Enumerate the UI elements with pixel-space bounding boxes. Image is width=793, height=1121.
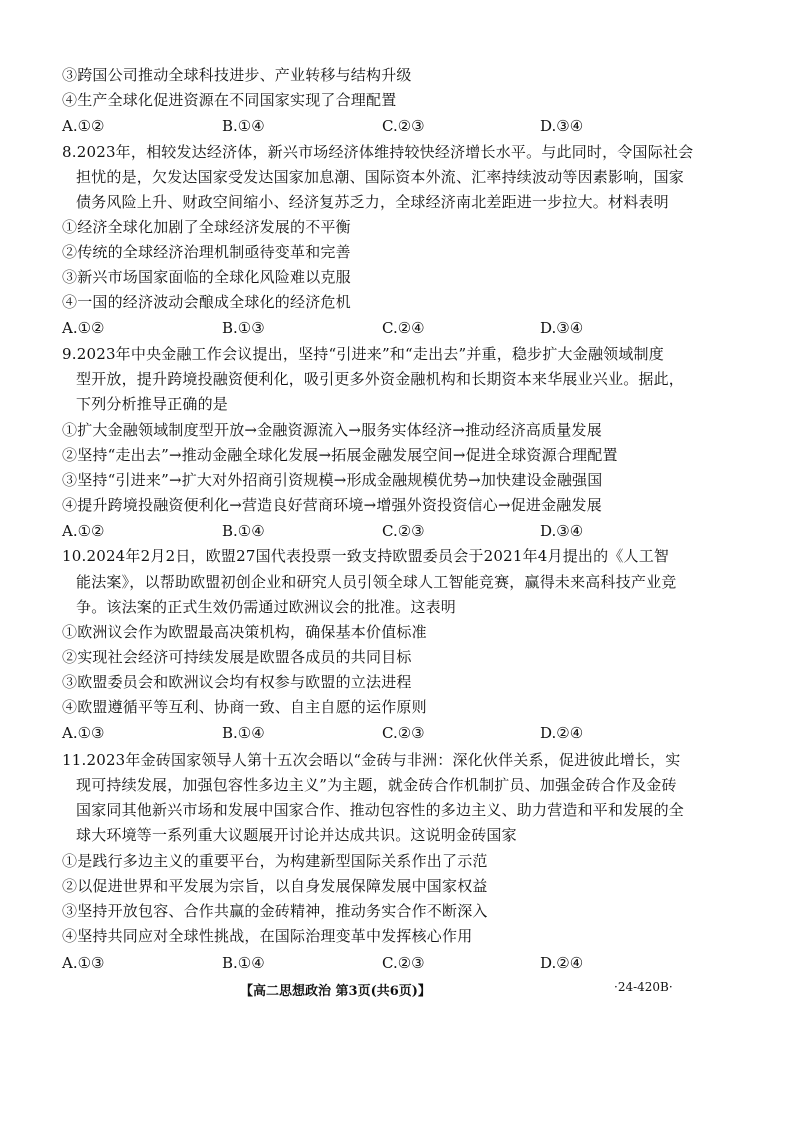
q10-item-1: ①欧洲议会作为欧盟最高决策机构，确保基本价值标准: [62, 623, 427, 641]
q7-option-a: A.①②: [62, 117, 105, 135]
q11-item-1: ①是践行多边主义的重要平台，为构建新型国际关系作出了示范: [62, 852, 488, 870]
q9-item-4: ④提升跨境投融资便利化→营造良好营商环境→增强外资投资信心→促进金融发展: [62, 496, 602, 514]
q10-options: [62, 723, 742, 743]
q8-stem-line-1: 8.2023年，相较发达经济体，新兴市场经济体维持较快经济增长水平。与此同时，令国际社会: [62, 143, 694, 161]
page-footer: [0, 980, 793, 1000]
q8-item-1: ①经济全球化加剧了全球经济发展的不平衡: [62, 218, 351, 236]
q8-option-c: C.②④: [382, 319, 425, 337]
footer-title: 【高二思想政治 第3页(共6页)】: [240, 984, 431, 999]
q7-option-c: C.②③: [382, 117, 425, 135]
q10-item-2: ②实现社会经济可持续发展是欧盟各成员的共同目标: [62, 648, 412, 666]
q11-item-4: ④坚持共同应对全球性挑战，在国际治理变革中发挥核心作用: [62, 927, 473, 945]
q9-item-1: ①扩大金融领域制度型开放→金融资源流入→服务实体经济→推动经济高质量发展: [62, 421, 602, 439]
q10-option-c: C.②③: [382, 724, 425, 742]
q8-option-a: A.①②: [62, 319, 105, 337]
q9-stem-line-1: 9.2023年中央金融工作会议提出，坚持“引进来”和“走出去”并重，稳步扩大金融领域制度: [62, 345, 664, 363]
q9-option-b: B.①④: [222, 522, 265, 540]
q8-item-3: ③新兴市场国家面临的全球化风险难以克服: [62, 268, 351, 286]
q10-option-a: A.①③: [62, 724, 105, 742]
q9-stem-line-2: 型开放，提升跨境投融资便利化，吸引更多外资金融机构和长期资本来华展业兴业。据此，: [76, 370, 685, 388]
q8-option-b: B.①③: [222, 319, 265, 337]
q7-item-4: ④生产全球化促进资源在不同国家实现了合理配置: [62, 91, 397, 109]
q11-item-2: ②以促进世界和平发展为宗旨，以自身发展保障发展中国家权益: [62, 877, 488, 895]
q8-item-2: ②传统的全球经济治理机制亟待变革和完善: [62, 243, 351, 261]
q7-option-d: D.③④: [540, 117, 584, 135]
q9-item-3: ③坚持“引进来”→扩大对外招商引资规模→形成金融规模优势→加快建设金融强国: [62, 471, 603, 489]
q7-item-3: ③跨国公司推动全球科技进步、产业转移与结构升级: [62, 66, 412, 84]
q7-options: [62, 116, 742, 136]
q10-option-d: D.②④: [540, 724, 584, 742]
q11-stem-line-2: 现可持续发展，加强包容性多边主义”为主题，就金砖合作机制扩员、加强金砖合作及金砖: [76, 776, 677, 794]
q9-item-2: ②坚持“走出去”→推动金融全球化发展→拓展金融发展空间→促进全球资源合理配置: [62, 446, 618, 464]
q9-stem-line-3: 下列分析推导正确的是: [76, 395, 229, 413]
q10-item-4: ④欧盟遵循平等互利、协商一致、自主自愿的运作原则: [62, 698, 427, 716]
q10-item-3: ③欧盟委员会和欧洲议会均有权参与欧盟的立法进程: [62, 673, 412, 691]
q11-option-a: A.①③: [62, 954, 105, 972]
q9-option-c: C.②③: [382, 522, 425, 540]
footer-code: ·24-420B·: [614, 980, 673, 994]
q11-stem-line-1: 11.2023年金砖国家领导人第十五次会晤以“金砖与非洲：深化伙伴关系，促进彼此增长，实: [62, 751, 681, 769]
q8-options: [62, 318, 742, 338]
q8-option-d: D.③④: [540, 319, 584, 337]
q8-stem-line-3: 债务风险上升、财政空间缩小、经济复苏乏力，全球经济南北差距进一步拉大。材料表明: [76, 193, 669, 211]
q11-stem-line-4: 球大环境等一系列重大议题展开讨论并达成共识。这说明金砖国家: [76, 826, 517, 844]
q9-option-d: D.③④: [540, 522, 584, 540]
q11-options: [62, 953, 742, 973]
q11-option-d: D.②④: [540, 954, 584, 972]
q10-option-b: B.①④: [222, 724, 265, 742]
q7-option-b: B.①④: [222, 117, 265, 135]
q8-item-4: ④一国的经济波动会酿成全球化的经济危机: [62, 293, 351, 311]
q9-options: [62, 521, 742, 541]
q10-stem-line-3: 争。该法案的正式生效仍需通过欧洲议会的批准。这表明: [76, 598, 457, 616]
q10-stem-line-2: 能法案》，以帮助欧盟初创企业和研究人员引领全球人工智能竞赛，赢得未来高科技产业竞: [76, 573, 677, 591]
q9-option-a: A.①②: [62, 522, 105, 540]
q11-item-3: ③坚持开放包容、合作共赢的金砖精神，推动务实合作不断深入: [62, 902, 488, 920]
q11-option-b: B.①④: [222, 954, 265, 972]
q10-stem-line-1: 10.2024年2月2日，欧盟27国代表投票一致支持欧盟委员会于2021年4月提出的《人工智: [62, 547, 670, 565]
q8-stem-line-2: 担忧的是，欠发达国家受发达国家加息潮、国际资本外流、汇率持续波动等因素影响，国家: [76, 168, 685, 186]
q11-option-c: C.②③: [382, 954, 425, 972]
q11-stem-line-3: 国家同其他新兴市场和发展中国家合作、推动包容性的多边主义、助力营造和平和发展的全: [76, 801, 685, 819]
